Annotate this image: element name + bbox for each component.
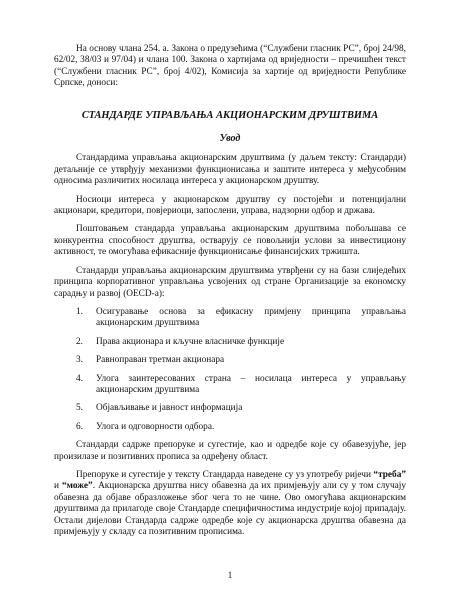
paragraph-5: Стандарди садрже препоруке и сугестије, као и одредбе које су обавезујуће, јер произилазе и позитивних прописа за одређену област. xyxy=(54,440,406,462)
keyword-moze: “може” xyxy=(62,481,93,492)
list-item-text: Објављивање и јавност информација xyxy=(96,403,243,414)
list-item xyxy=(54,403,406,414)
paragraph-1: Стандардима управљања акционарским друштвима (у даљем тексту: Стандарди) детаљније се утврђују механизми функционисања и заштите интереса у међусобним односима различитих носилаца интереса у акционарском друштву. xyxy=(54,153,406,187)
list-item xyxy=(54,337,406,348)
list-item-text: Осигуравање основа за ефикасну примјену принципа управљања акционарским друштвима xyxy=(96,306,406,329)
list-item xyxy=(54,355,406,366)
list-item-text: Улога и одговорности одбора. xyxy=(96,421,215,432)
list-item xyxy=(54,307,406,330)
list-item-text: Права акционара и кључне власничке функције xyxy=(96,336,285,347)
list-item-text: Равноправан третман акционара xyxy=(96,355,225,366)
list-item-number: 2. xyxy=(76,336,83,347)
list-item-number: 6. xyxy=(76,421,83,432)
document-title: СТАНДАРДЕ УПРАВЉАЊА АКЦИОНАРСКИМ ДРУШТВИМА xyxy=(81,109,379,121)
list-item-text: Улога заинтересованих страна – носилаца интереса у управљању акционарским друштвима xyxy=(96,373,406,395)
keyword-treba: “треба” xyxy=(373,469,406,480)
paragraph-4: Стандарди управљања акционарским друштвима утврђени су на бази слиједећих принципа корпоративног управљања усвојених од стране Организације за економску сарадњу и развој (OECD-а): xyxy=(54,265,406,299)
principles-list xyxy=(54,307,406,433)
preamble-paragraph: На основу члана 254. а. Закона о предузећима (“Службени гласник РС”, број 24/98, 62/02, 38/03 и 97/04) и члана 100. Закона о хартијама од вриједности – пречишћен текст (“Службени гласник РС”, број 4/02), Комисија за хартије од вриједности Републике Српске, доноси: xyxy=(54,44,406,89)
section-heading: Увод xyxy=(219,133,241,145)
list-item xyxy=(54,374,406,397)
paragraph-3: Поштовањем стандарда управљања акционарским друштвима побољшава се конкурентна способност друштва, остварују се повољнији услови за инвестициону активност, те омогућава ефикасније функционисање финансијских тржишта. xyxy=(54,224,406,258)
list-item xyxy=(54,422,406,433)
paragraph-6-part-e: . Акционарска друштва нису обавезна да их примјењују али су у том случају обавезна да објаве образложење због чега то не чине. Ово омогућава акционарским друштвима да прилагоде своје Стандарде специфичностима индустрије којој припадају. Остали дијелови Стандарда садрже одредбе које су акционарска друштва обавезна да примјењују у складу са позитивним прописима. xyxy=(54,481,406,537)
document-body xyxy=(54,44,406,545)
list-item-number: 5. xyxy=(76,403,83,414)
list-item-number: 3. xyxy=(76,355,83,366)
list-item-number: 4. xyxy=(76,373,83,384)
list-item-number: 1. xyxy=(76,306,83,317)
page-number: 1 xyxy=(227,570,233,580)
paragraph-6 xyxy=(54,470,406,538)
paragraph-6-part-a: Препоруке и сугестије у тексту Стандарда наведене су уз употребу ријечи xyxy=(76,469,374,480)
paragraph-6-part-c: и xyxy=(54,481,63,492)
paragraph-2: Носиоци интереса у акционарском друштву су постојећи и потенцијални акционари, кредитори, повјериоци, запослени, управа, надзорни одбор и држава. xyxy=(54,194,406,217)
